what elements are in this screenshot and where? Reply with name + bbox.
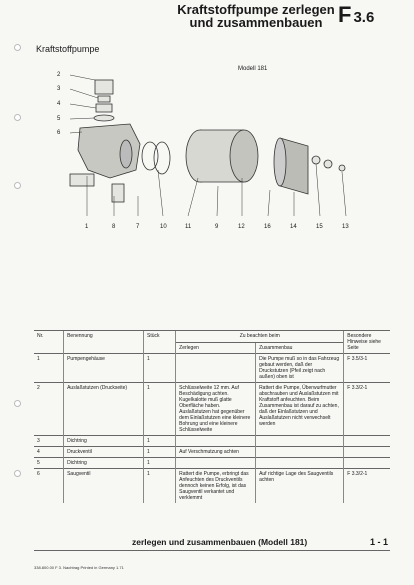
col-zusammenbau: Zusammenbau xyxy=(256,342,344,354)
cell-hinweise: F 3.3/2-1 xyxy=(344,469,390,504)
cell-hinweise xyxy=(344,458,390,469)
cell-hinweise: F 3.3/2-1 xyxy=(344,383,390,436)
table-row xyxy=(34,458,390,469)
callout-6: 6 xyxy=(57,130,61,136)
col-stueck: Stück xyxy=(143,331,175,354)
cell-benennung: Auslaßstutzen (Druckseite) xyxy=(64,383,144,436)
col-hinweise: Besondere Hinweise siehe Seite xyxy=(344,331,390,354)
model-label: Modell 181 xyxy=(238,66,268,72)
col-nr: Nr. xyxy=(34,331,64,354)
callout-12: 12 xyxy=(238,224,245,230)
cell-hinweise xyxy=(344,436,390,447)
table-row xyxy=(34,469,390,504)
pressure-valve xyxy=(96,104,112,112)
col-benennung: Benennung xyxy=(64,331,144,354)
end-cap-rim xyxy=(274,138,286,186)
screw xyxy=(339,165,345,171)
table-row xyxy=(34,383,390,436)
callout-11: 11 xyxy=(185,224,192,230)
binder-hole xyxy=(14,182,21,189)
cell-zerlegen xyxy=(176,436,256,447)
cell-nr: 1 xyxy=(34,354,64,383)
cell-stueck: 1 xyxy=(143,436,175,447)
callout-13: 13 xyxy=(342,224,349,230)
table-row xyxy=(34,354,390,383)
col-zu-beachten: Zu beachten beim xyxy=(176,331,344,343)
callout-10: 10 xyxy=(160,224,167,230)
table-row xyxy=(34,436,390,447)
washer xyxy=(312,156,320,164)
cell-nr: 2 xyxy=(34,383,64,436)
cell-zerlegen: Schlüsselweite 12 mm. Auf Beschädigung achten. Kugelkalotte muß glatte Oberfläche haben. Auslaßstutzen hat gegenüber dem Einlaßstutzen eine kleinere Bohrung und eine kleinere Schlüsselweite xyxy=(176,383,256,436)
cell-zusammenbau xyxy=(256,447,344,458)
cell-nr: 5 xyxy=(34,458,64,469)
callout-8: 8 xyxy=(112,224,116,230)
footer-divider xyxy=(34,550,390,551)
cell-stueck: 1 xyxy=(143,354,175,383)
cell-benennung: Dichtring xyxy=(64,436,144,447)
binder-hole xyxy=(14,400,21,407)
cell-hinweise: F 3.5/3-1 xyxy=(344,354,390,383)
section-code xyxy=(338,3,374,30)
footer-title: zerlegen und zusammenbauen (Modell 181) xyxy=(132,537,308,547)
seal-ring-2 xyxy=(94,115,114,121)
callout-3: 3 xyxy=(57,86,61,92)
table-row xyxy=(34,447,390,458)
cell-zerlegen xyxy=(176,354,256,383)
cell-nr: 6 xyxy=(34,469,64,504)
cell-zusammenbau xyxy=(256,436,344,447)
spring-ring xyxy=(142,142,158,170)
callout-15: 15 xyxy=(316,224,323,230)
section-letter: F xyxy=(338,2,352,27)
cell-zusammenbau xyxy=(256,458,344,469)
cell-zusammenbau: Die Pumpe muß so in das Fahrzeug gebaut werden, daß der Druckstutzen (Pfeil zeigt nach außen) oben ist xyxy=(256,354,344,383)
cell-nr: 3 xyxy=(34,436,64,447)
diaphragm xyxy=(120,140,132,168)
cell-benennung: Saugventil xyxy=(64,469,144,504)
cell-stueck: 1 xyxy=(143,469,175,504)
col-zerlegen: Zerlegen xyxy=(176,342,256,354)
binder-hole xyxy=(14,114,21,121)
binder-hole xyxy=(14,470,21,477)
cell-zerlegen xyxy=(176,458,256,469)
cell-benennung: Dichtring xyxy=(64,458,144,469)
cell-zusammenbau: Auf richtige Lage des Saugventils achten xyxy=(256,469,344,504)
cell-zusammenbau: Rattert die Pumpe, Überwurfmutter abschrauben und Auslaßstutzen mit Kraftstoff anfeuchten. Beim Zusammenbau ist darauf zu achten, daß der Einlaßstutzen und Auslaßstutzen nicht verwechselt werden xyxy=(256,383,344,436)
cell-stueck: 1 xyxy=(143,447,175,458)
outlet-fitting xyxy=(95,80,113,94)
page-number: 1 - 1 xyxy=(370,537,389,547)
callout-1: 1 xyxy=(85,224,89,230)
table-header-row xyxy=(34,331,390,343)
cell-benennung: Druckventil xyxy=(64,447,144,458)
cell-nr: 4 xyxy=(34,447,64,458)
cell-benennung: Pumpengehäuse xyxy=(64,354,144,383)
cell-zerlegen: Rattert die Pumpe, erbringt das Anfeuchten des Druckventils dennoch keinen Erfolg, ist das Saugventil verkantet und verklemmt xyxy=(176,469,256,504)
cell-zerlegen: Auf Verschmutzung achten xyxy=(176,447,256,458)
callout-4: 4 xyxy=(57,101,61,107)
coil-housing-back xyxy=(230,130,258,182)
inlet-fitting xyxy=(70,174,94,186)
parts-table xyxy=(34,330,390,503)
nut xyxy=(324,160,332,168)
figure-title: Kraftstoffpumpe xyxy=(36,44,100,54)
callout-14: 14 xyxy=(290,224,297,230)
fuel-pump-exploded-drawing xyxy=(50,66,370,238)
cell-hinweise xyxy=(344,447,390,458)
binder-hole xyxy=(14,44,21,51)
print-line: 338.800.00 F 3. Nachtrag Printed in Germany 1.71 xyxy=(34,565,124,570)
callout-9: 9 xyxy=(215,224,219,230)
section-number: 3.6 xyxy=(353,9,375,26)
header-title-line2: und zusammenbauen xyxy=(189,15,323,30)
seal-ring xyxy=(98,96,110,102)
callout-5: 5 xyxy=(57,116,61,122)
callout-16: 16 xyxy=(264,224,271,230)
cell-stueck: 1 xyxy=(143,458,175,469)
callout-2: 2 xyxy=(57,72,61,78)
cell-stueck: 1 xyxy=(143,383,175,436)
callout-7: 7 xyxy=(136,224,140,230)
spring-ring xyxy=(154,142,170,174)
page-header-title xyxy=(176,3,336,29)
header-title-line1: Kraftstoffpumpe zerlegen xyxy=(177,2,335,17)
